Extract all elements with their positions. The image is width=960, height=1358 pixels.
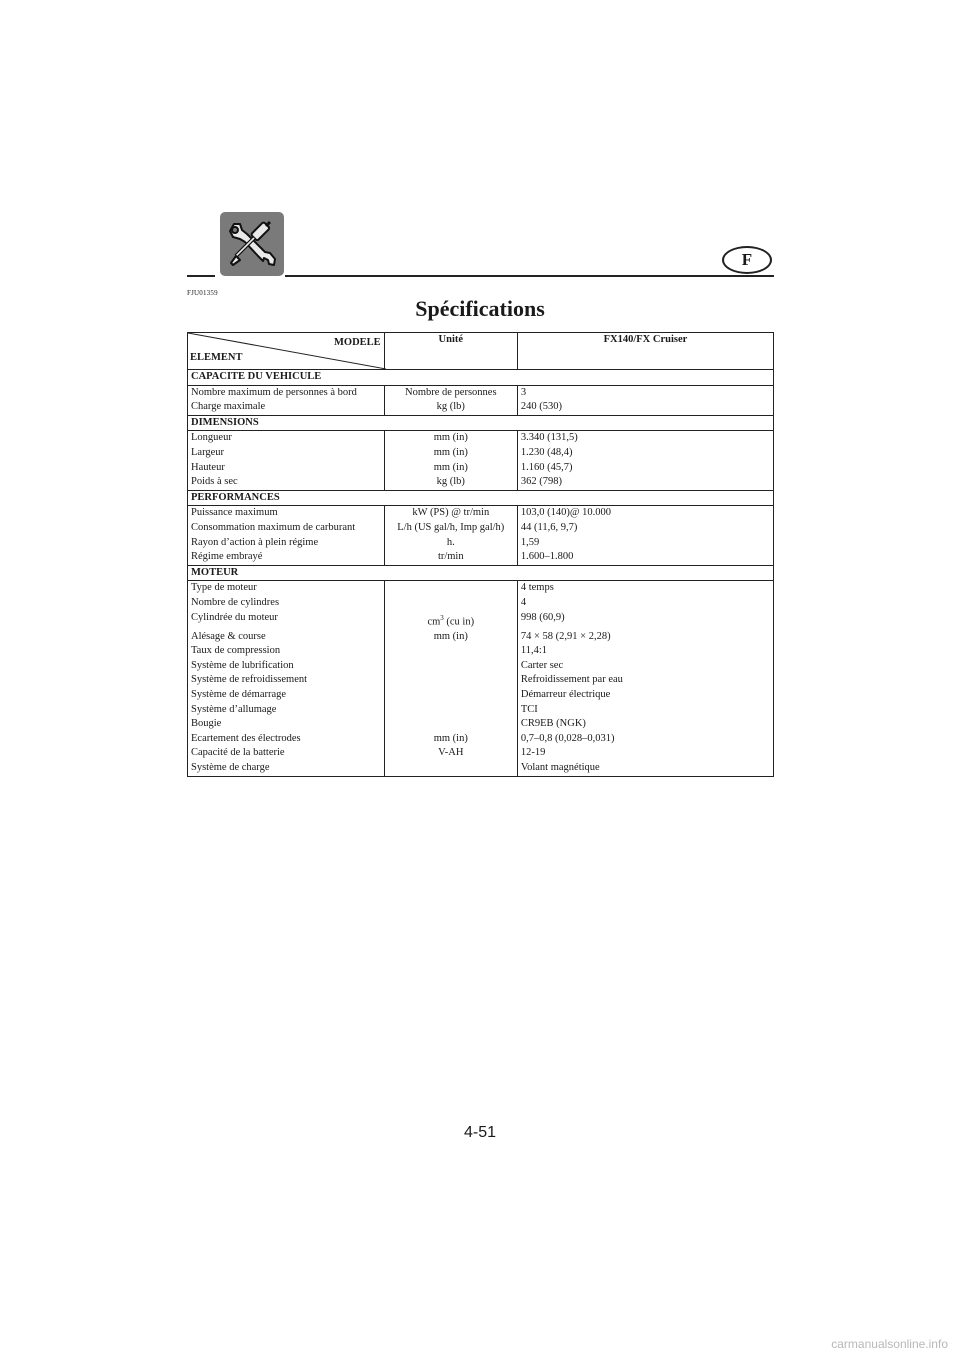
spec-unit: kg (lb)	[384, 475, 517, 490]
table-row	[188, 732, 774, 747]
specifications-table	[187, 332, 774, 777]
page-title: Spécifications	[415, 296, 545, 321]
spec-unit: mm (in)	[384, 431, 517, 446]
spec-value: 3	[520, 386, 527, 398]
spec-value: CR9EB (NGK)	[520, 718, 586, 730]
language-badge: F	[722, 246, 772, 274]
spec-value: 12-19	[520, 747, 546, 759]
table-row	[188, 400, 774, 415]
model-label: MODELE	[334, 337, 381, 348]
spec-unit	[384, 673, 517, 688]
table-row	[188, 659, 774, 674]
spec-unit	[384, 644, 517, 659]
spec-item: Longueur	[191, 432, 232, 444]
spec-item: Alésage & course	[191, 630, 266, 642]
spec-unit: mm (in)	[384, 446, 517, 461]
element-label: ELEMENT	[190, 352, 243, 364]
watermark: carmanualsonline.info	[831, 1337, 948, 1351]
model-value-header: FX140/FX Cruiser	[517, 333, 773, 370]
table-row	[188, 611, 774, 630]
table-row	[188, 385, 774, 400]
unit-header: Unité	[384, 333, 517, 370]
spec-item: Nombre maximum de personnes à bord	[191, 386, 357, 398]
table-row	[188, 521, 774, 536]
spec-item: Cylindrée du moteur	[191, 611, 278, 623]
table-row	[188, 581, 774, 596]
spec-item: Nombre de cylindres	[191, 596, 280, 608]
spec-unit	[384, 659, 517, 674]
spec-item: Type de moteur	[191, 582, 257, 594]
spec-value: 74 × 58 (2,91 × 2,28)	[520, 630, 611, 642]
spec-item: Puissance maximum	[191, 507, 278, 519]
spec-value: 4 temps	[520, 582, 554, 594]
table-row	[188, 431, 774, 446]
spec-item: Rayon d’action à plein régime	[191, 536, 319, 548]
spec-item: Taux de compression	[191, 645, 281, 657]
spec-unit: mm (in)	[384, 461, 517, 476]
specifications-body	[188, 370, 774, 777]
spec-item: Système d’allumage	[191, 703, 277, 715]
model-element-header-cell	[188, 333, 385, 370]
spec-value: Refroidissement par eau	[520, 674, 623, 686]
spec-value: Démarreur électrique	[520, 688, 611, 700]
spec-unit	[384, 596, 517, 611]
spec-item: Système de démarrage	[191, 688, 287, 700]
spec-value: 3.340 (131,5)	[520, 432, 578, 444]
table-row	[188, 761, 774, 776]
header-rule-left	[187, 275, 215, 277]
header-rule-right	[285, 275, 774, 277]
document-code: FJU01359	[187, 289, 218, 297]
spec-unit	[384, 581, 517, 596]
table-row	[188, 703, 774, 718]
spec-item: Système de refroidissement	[191, 674, 308, 686]
section-row	[188, 490, 774, 506]
spec-unit: V-AH	[384, 746, 517, 761]
spec-unit: mm (in)	[384, 732, 517, 747]
spec-item: Consommation maximum de carburant	[191, 521, 356, 533]
table-row	[188, 717, 774, 732]
spec-item: Système de charge	[191, 761, 270, 773]
table-row	[188, 506, 774, 521]
table-row	[188, 746, 774, 761]
spec-value: 1,59	[520, 536, 540, 548]
spec-unit: tr/min	[384, 550, 517, 565]
page-number: 4-51	[463, 1124, 497, 1141]
table-row	[188, 446, 774, 461]
spec-value: TCI	[520, 703, 538, 715]
spec-item: Hauteur	[191, 461, 225, 473]
spec-unit: mm (in)	[384, 630, 517, 645]
spec-item: Ecartement des électrodes	[191, 732, 301, 744]
table-row	[188, 550, 774, 565]
table-row	[188, 673, 774, 688]
spec-value: 1.230 (48,4)	[520, 446, 573, 458]
table-row	[188, 461, 774, 476]
spec-item: Largeur	[191, 446, 225, 458]
table-header-row	[188, 333, 774, 370]
spec-value: 998 (60,9)	[520, 611, 565, 623]
section-title: PERFORMANCES	[188, 490, 774, 506]
spec-unit: L/h (US gal/h, Imp gal/h)	[384, 521, 517, 536]
spec-unit-suffix: (cu in)	[443, 616, 475, 627]
spec-item: Régime embrayé	[191, 551, 263, 563]
spec-value: 4	[520, 596, 527, 608]
spec-value: Volant magnétique	[520, 761, 600, 773]
table-row	[188, 630, 774, 645]
section-row	[188, 415, 774, 431]
spec-unit	[384, 761, 517, 776]
spec-value: 44 (11,6, 9,7)	[520, 521, 578, 533]
spec-unit-base: cm	[427, 616, 441, 627]
spec-unit	[384, 688, 517, 703]
section-title: CAPACITE DU VEHICULE	[188, 370, 774, 386]
spec-item: Poids à sec	[191, 476, 238, 488]
spec-unit	[384, 717, 517, 732]
spec-unit	[384, 611, 517, 630]
spec-item: Capacité de la batterie	[191, 747, 285, 759]
spec-value: 1.600–1.800	[520, 551, 574, 563]
spec-value: 362 (798)	[520, 476, 562, 488]
section-row	[188, 370, 774, 386]
table-row	[188, 475, 774, 490]
spec-value: 11,4:1	[520, 645, 548, 657]
spec-unit: h.	[384, 536, 517, 551]
table-row	[188, 688, 774, 703]
spec-value: 0,7–0,8 (0,028–0,031)	[520, 732, 615, 744]
spec-value: Carter sec	[520, 659, 564, 671]
table-row	[188, 644, 774, 659]
spec-item: Système de lubrification	[191, 659, 294, 671]
section-title: MOTEUR	[188, 565, 774, 581]
spec-unit	[384, 703, 517, 718]
spec-unit: Nombre de personnes	[384, 385, 517, 400]
spec-value: 103,0 (140)@ 10.000	[520, 507, 612, 519]
table-row	[188, 596, 774, 611]
section-row	[188, 565, 774, 581]
spec-item: Charge maximale	[191, 401, 266, 413]
spec-unit: kW (PS) @ tr/min	[384, 506, 517, 521]
spec-item: Bougie	[191, 718, 222, 730]
table-row	[188, 536, 774, 551]
spec-value: 1.160 (45,7)	[520, 461, 573, 473]
wrench-screwdriver-icon	[220, 212, 284, 276]
spec-value: 240 (530)	[520, 401, 562, 413]
section-title: DIMENSIONS	[188, 415, 774, 431]
spec-unit-superscript: 3	[440, 613, 444, 622]
spec-unit: kg (lb)	[384, 400, 517, 415]
